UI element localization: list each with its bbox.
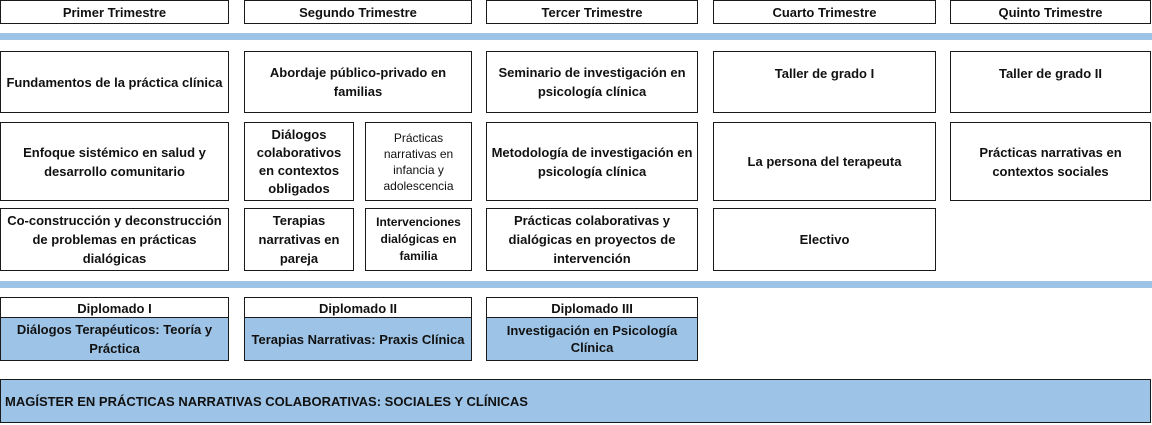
course-terapias-pareja: Terapias narrativas en pareja <box>244 208 354 271</box>
diploma-3-body: Investigación en Psicología Clínica <box>486 317 698 361</box>
course-persona-terapeuta: La persona del terapeuta <box>713 122 936 201</box>
course-electivo: Electivo <box>713 208 936 271</box>
course-practicas-colaborativas: Prácticas colaborativas y dialógicas en proyectos de intervención <box>486 208 698 271</box>
course-practicas-infancia: Prácticas narrativas en infancia y adolescencia <box>365 122 472 201</box>
header-trimestre-2: Segundo Trimestre <box>244 0 472 24</box>
course-abordaje: Abordaje público-privado en familias <box>244 51 472 113</box>
course-co-construccion: Co-construcción y deconstrucción de problemas en prácticas dialógicas <box>0 208 229 271</box>
separator-bottom <box>0 281 1152 288</box>
header-trimestre-4: Cuarto Trimestre <box>713 0 936 24</box>
course-fundamentos: Fundamentos de la práctica clínica <box>0 51 229 113</box>
header-trimestre-1: Primer Trimestre <box>0 0 229 24</box>
diploma-1-title: Diplomado I <box>0 297 229 319</box>
course-metodologia: Metodología de investigación en psicología clínica <box>486 122 698 201</box>
course-taller-grado-2: Taller de grado II <box>950 51 1151 113</box>
separator-top <box>0 33 1152 40</box>
course-enfoque-sistemico: Enfoque sistémico en salud y desarrollo comunitario <box>0 122 229 201</box>
course-practicas-contextos-sociales: Prácticas narrativas en contextos sociales <box>950 122 1151 201</box>
header-trimestre-3: Tercer Trimestre <box>486 0 698 24</box>
course-seminario: Seminario de investigación en psicología clínica <box>486 51 698 113</box>
header-trimestre-5: Quinto Trimestre <box>950 0 1151 24</box>
master-degree-banner: MAGÍSTER EN PRÁCTICAS NARRATIVAS COLABORATIVAS: SOCIALES Y CLÍNICAS <box>0 379 1151 423</box>
diploma-2-title: Diplomado II <box>244 297 472 319</box>
diploma-2-body: Terapias Narrativas: Praxis Clínica <box>244 317 472 361</box>
diploma-3-title: Diplomado III <box>486 297 698 319</box>
diploma-1-body: Diálogos Terapéuticos: Teoría y Práctica <box>0 317 229 361</box>
course-dialogos-colaborativos: Diálogos colaborativos en contextos obligados <box>244 122 354 201</box>
course-intervenciones-familia: Intervenciones dialógicas en familia <box>365 208 472 271</box>
course-taller-grado-1: Taller de grado I <box>713 51 936 113</box>
